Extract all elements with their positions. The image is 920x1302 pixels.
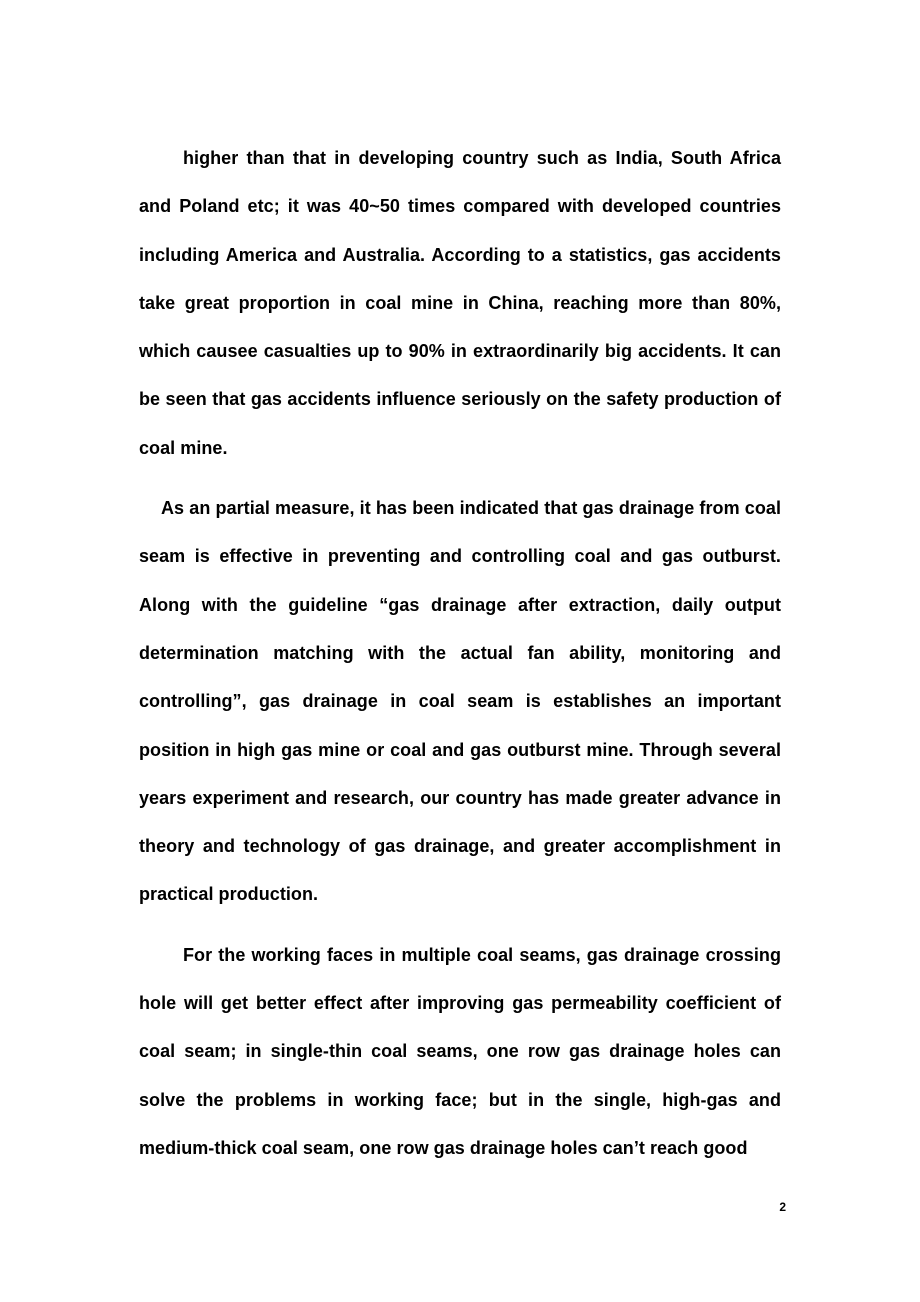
body-text <box>139 134 781 1172</box>
page-number: 2 <box>779 1200 786 1214</box>
paragraph-working-faces: For the working faces in multiple coal seams, gas drainage crossing hole will get better effect after improving gas permeability coefficient of coal seam; in single-thin coal seams, one row gas drainage holes can solve the problems in working face; but in the single, high-gas and medium-thick coal seam, one row gas drainage holes can’t reach good <box>139 944 781 1158</box>
paragraph-gas-drainage-measure: As an partial measure, it has been indicated that gas drainage from coal seam is effective in preventing and controlling coal and gas outburst. Along with the guideline “gas drainage after extraction, daily output determination matching with the actual fan ability, monitoring and controlling”, gas drainage in coal seam is establishes an important position in high gas mine or coal and gas outburst mine. Through several years experiment and research, our country has made greater advance in theory and technology of gas drainage, and greater accomplishment in practical production. <box>139 498 781 905</box>
paragraph-gas-accident-statistics: higher than that in developing country such as India, South Africa and Poland etc; it was 40~50 times compared with developed countries including America and Australia. According to a statistics, gas accidents take great proportion in coal mine in China, reaching more than 80%, which causee casualties up to 90% in extraordinarily big accidents. It can be seen that gas accidents influence seriously on the safety production of coal mine. <box>139 148 781 458</box>
